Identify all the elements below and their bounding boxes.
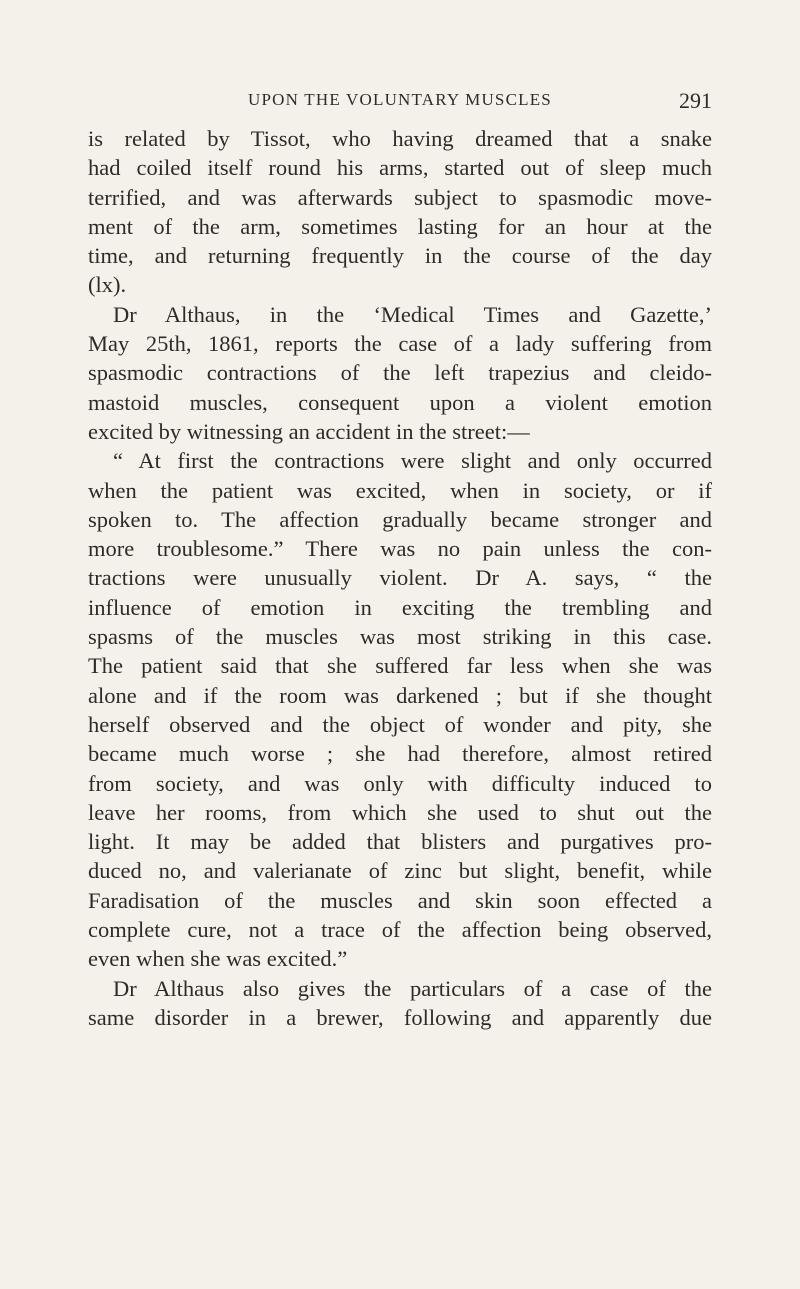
text-line: from society, and was only with difficulty induced to: [88, 770, 712, 796]
text-line: alone and if the room was darkened ; but if she thought: [88, 682, 712, 708]
text-line: ment of the arm, sometimes lasting for an hour at the: [88, 213, 712, 239]
text-line: (lx).: [88, 272, 127, 298]
text-line: influence of emotion in exciting the trembling and: [88, 594, 712, 620]
text-line: duced no, and valerianate of zinc but slight, benefit, while: [88, 858, 712, 884]
text-line: became much worse ; she had therefore, almost retired: [88, 741, 712, 767]
text-line: terrified, and was afterwards subject to spasmodic move-: [88, 184, 712, 210]
text-line: even when she was excited.”: [88, 946, 348, 972]
text-line: The patient said that she suffered far less when she was: [88, 653, 712, 679]
paragraph-start-line: Dr Althaus, in the ‘Medical Times and Gazette,’: [113, 301, 712, 327]
text-line: herself observed and the object of wonder and pity, she: [88, 711, 712, 737]
text-line: tractions were unusually violent. Dr A. says, “ the: [88, 565, 712, 591]
text-line: same disorder in a brewer, following and apparently due: [88, 1004, 712, 1030]
page-number: 291: [679, 88, 712, 113]
paragraph-start-line: Dr Althaus also gives the particulars of a case of the: [113, 975, 712, 1001]
text-line: mastoid muscles, consequent upon a violent emotion: [88, 389, 712, 415]
text-line: leave her rooms, from which she used to shut out the: [88, 799, 712, 825]
text-line: Faradisation of the muscles and skin soon effected a: [88, 887, 712, 913]
text-line: had coiled itself round his arms, started out of sleep much: [88, 155, 712, 181]
text-line: complete cure, not a trace of the affection being observed,: [88, 917, 712, 943]
text-line: spasmodic contractions of the left trapezius and cleido-: [88, 360, 712, 386]
text-line: when the patient was excited, when in society, or if: [88, 477, 712, 503]
text-line: May 25th, 1861, reports the case of a lady suffering from: [88, 331, 712, 357]
text-line: light. It may be added that blisters and purgatives pro-: [88, 829, 712, 855]
text-line: is related by Tissot, who having dreamed that a snake: [88, 126, 712, 151]
running-head: UPON THE VOLUNTARY MUSCLES: [248, 90, 552, 109]
body-text: [88, 124, 712, 1032]
text-line: spasms of the muscles was most striking in this case.: [88, 624, 712, 650]
text-line: time, and returning frequently in the course of the day: [88, 243, 712, 269]
text-line: spoken to. The affection gradually became stronger and: [88, 506, 712, 532]
paragraph-start-line: “ At first the contractions were slight and only occurred: [113, 448, 712, 474]
text-line: more troublesome.” There was no pain unless the con-: [88, 536, 712, 562]
text-line: excited by witnessing an accident in the street:—: [88, 418, 530, 444]
page-header: [88, 88, 712, 118]
